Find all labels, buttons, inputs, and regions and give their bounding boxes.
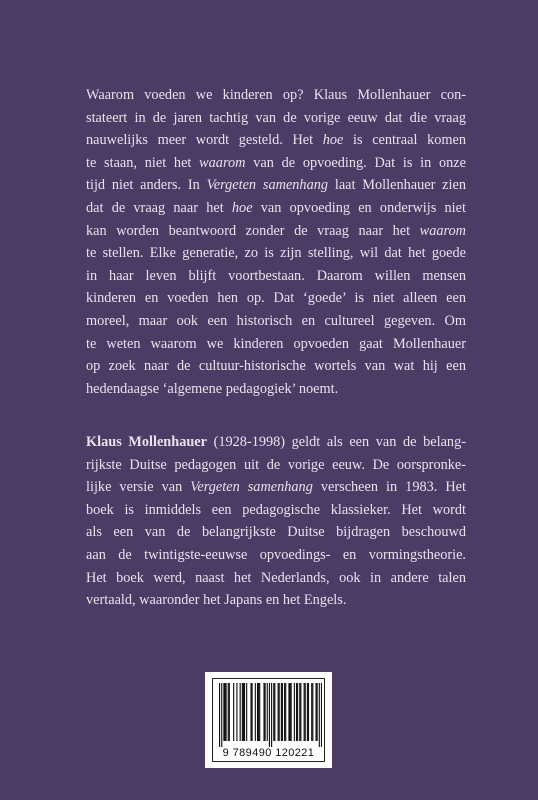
emphasis-text: hoe [231,199,253,216]
barcode-bar [267,683,268,741]
barcode-bar [284,683,285,741]
text-segment: boek is inmiddels een pedagogische klassieker. Het wordt [86,501,466,518]
text-segment: op zoek naar de cultuur-historische wortels van wat hij een [86,358,466,375]
barcode-bar [285,683,286,741]
barcode-bar [300,683,301,741]
barcode-bar [263,683,264,741]
text-line [86,521,466,544]
text-segment: Het boek werd, naast het Nederlands, ook in andere talen [86,569,466,586]
text-line [86,152,466,175]
barcode-bar [297,683,298,741]
text-line [86,242,466,265]
text-segment: vertaald, waaronder het Japans en het Engels. [86,592,347,609]
text-line [86,431,466,454]
barcode-bar [229,683,230,741]
emphasis-text: hoe [322,132,344,149]
text-segment: (1928-1998) geldt als een van de belang- [206,434,466,450]
text-segment: is centraal komen [343,132,466,149]
barcode-bar [269,683,270,747]
text-line [86,220,466,243]
text-line [86,287,466,310]
author-name: Klaus Mollenhauer [86,434,207,450]
text-segment: verscheen in 1983. Het [312,479,466,496]
barcode-bar [236,683,237,741]
barcode-bar [240,683,241,741]
text-line [86,174,466,197]
text-line [86,544,466,567]
barcode-bar [319,683,320,747]
barcode-bar [289,683,290,741]
barcode-bar [307,683,308,741]
text-segment: hedendaagse ‘algemene pedagogiek’ noemt. [86,380,339,397]
barcode-bar [315,683,316,741]
text-line [86,107,466,130]
emphasis-text: Vergeten samenhang [206,177,329,194]
barcode-bar [258,683,259,741]
isbn-barcode [205,672,332,768]
barcode-frame [213,679,324,761]
text-segment: laat Mollenhauer zien [328,177,466,194]
synopsis-paragraph [86,84,466,400]
isbn-number: 9 789490 120221 [222,747,315,759]
author-bio-paragraph [86,431,466,612]
text-segment: nauwelijks meer wordt gesteld. Het [86,132,323,149]
text-segment: kan worden beantwoord zonder de vraag naar het [86,222,420,239]
text-line [86,567,466,590]
text-segment: tijd niet anders. In [86,177,207,194]
text-segment: rijkste Duitse pedagogen uit de vorige eeuw. De oorspronke- [86,456,466,473]
barcode-bar [294,683,295,741]
barcode-bar [281,683,282,741]
text-segment: van de opvoeding. Dat is in onze [245,154,466,171]
text-segment: als een van de belangrijkste Duitse bijdragen beschouwd [86,524,466,541]
emphasis-text: Vergeten samenhang [190,479,313,496]
barcode-bar [311,683,312,741]
text-segment: te stellen. Elke generatie, zo is zijn stelling, wil dat het goede [86,245,466,262]
barcode-bar [228,683,229,741]
barcode-bar [312,683,313,741]
text-line [86,499,466,522]
barcode-bar [242,683,243,741]
barcode-bar [279,683,280,741]
barcode-bar [219,683,220,747]
text-segment: kinderen en voeden hen op. Dat ‘goede’ is niet alleen een [86,290,466,307]
text-segment: te weten waarom we kinderen opvoeden gaat Mollenhauer [86,335,466,352]
text-line [86,265,466,288]
barcode-bar [250,683,251,741]
barcode-bar [321,683,322,747]
barcode-bar [265,683,266,741]
barcode-bar [246,683,247,741]
barcode-bar [244,683,245,741]
barcode-bar [226,683,227,741]
text-line [86,333,466,356]
barcode-bar [223,683,224,741]
barcode-bars-icon [219,683,322,747]
barcode-bar [274,683,275,741]
barcode-bar [233,683,234,741]
barcode-bar [304,683,305,741]
barcode-bar [259,683,260,741]
barcode-bar [278,683,279,741]
barcode-bar [221,683,222,747]
emphasis-text: waarom [199,154,246,171]
emphasis-text: waarom [419,222,466,239]
barcode-bar [305,683,306,741]
text-segment: dat de vraag naar het [86,199,232,216]
barcode-bar [317,683,318,741]
text-line [86,355,466,378]
barcode-bar [299,683,300,741]
barcode-bar [288,683,289,741]
text-line [86,378,466,401]
text-segment: in haar leven blijft voortbestaan. Daarom willen mensen [86,267,466,284]
text-segment: aan de twintigste-eeuwse opvoedings- en vormingstheorie. [86,546,466,563]
text-line [86,197,466,220]
text-segment: lijke versie van [86,479,191,496]
barcode-bar [291,683,292,741]
text-line [86,84,466,107]
text-line [86,310,466,333]
text-line [86,129,466,152]
text-line [86,454,466,477]
text-segment: van opvoeding en onderwijs niet [252,199,466,216]
text-line [86,589,466,612]
text-segment: stateert in de jaren tachtig van de vorige eeuw dat die vraag [86,109,466,126]
barcode-bar [308,683,309,741]
text-line [86,476,466,499]
text-segment: moreel, maar ook een historisch en cultureel gegeven. Om [86,312,466,329]
barcode-bar [224,683,225,741]
barcode-bar [296,683,297,741]
text-segment: Waarom voeden we kinderen op? Klaus Mollenhauer con- [86,87,466,103]
barcode-bar [273,683,274,741]
barcode-bar [282,683,283,741]
barcode-bar [243,683,244,741]
barcode-bar [252,683,253,741]
barcode-bar [255,683,256,741]
barcode-bar [271,683,272,747]
barcode-bar [257,683,258,741]
text-segment: te staan, niet het [86,154,200,171]
